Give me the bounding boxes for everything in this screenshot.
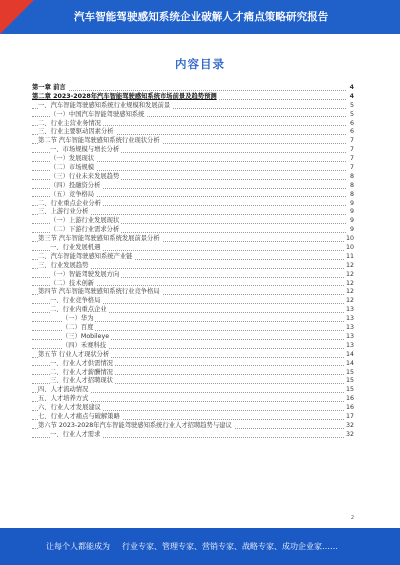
toc-entry-page: 12	[345, 297, 354, 305]
toc-entry-label: （四）投融资分析	[50, 181, 101, 189]
footer-slogan: 让每个人都能成为	[46, 542, 110, 551]
toc-entry-page: 10	[345, 244, 354, 252]
toc-entry[interactable]	[32, 146, 354, 155]
toc-entry-label: 一、汽车智能驾驶感知系统行业规模和发展前景	[38, 101, 171, 109]
toc-entry-page: 12	[345, 261, 354, 269]
toc-entry[interactable]	[32, 84, 354, 93]
toc-entry-label: 三、行业主要驱动因素分析	[38, 128, 114, 136]
toc-entry[interactable]	[32, 297, 354, 306]
toc-entry[interactable]	[32, 431, 354, 440]
toc-entry-page: 15	[345, 368, 354, 376]
toc-entry-label: 第二章 2023-2028年汽车智能驾驶感知系统市场前景及趋势预测	[32, 92, 217, 100]
toc-entry[interactable]	[32, 155, 354, 164]
toc-entry[interactable]	[32, 137, 354, 146]
toc-entry-label: （一）上游行业发展现状	[50, 217, 120, 225]
toc-entry[interactable]	[32, 226, 354, 235]
footer-roles: 行业专家、管理专家、营销专家、战略专家、成功企业家……	[122, 542, 338, 551]
toc-entry-label: 一、行业人才供需情况	[50, 359, 113, 367]
toc-entry-page: 13	[345, 306, 354, 314]
footer-bar	[0, 528, 400, 565]
toc-entry-label: 六、行业人才发展建议	[38, 404, 101, 412]
toc-entry-label: 二、行业人才薪酬情况	[50, 368, 113, 376]
toc-entry[interactable]	[32, 413, 354, 422]
toc-entry-page: 32	[345, 430, 354, 438]
toc-entry[interactable]	[32, 93, 354, 102]
toc-entry-label: 第三节 汽车智能驾驶感知系统发展前景分析	[38, 235, 160, 243]
toc-entry-page: 7	[349, 164, 354, 172]
toc-entry-page: 6	[349, 119, 354, 127]
toc-entry[interactable]	[32, 253, 354, 262]
toc-entry-label: （一）智能驾驶发展方向	[50, 270, 120, 278]
toc-entry[interactable]	[32, 262, 354, 271]
toc-entry-label: 一、行业发展机遇	[50, 244, 101, 252]
toc-entry-page: 12	[345, 270, 354, 278]
toc-entry[interactable]	[32, 386, 354, 395]
toc-entry[interactable]	[32, 377, 354, 386]
toc-entry-page: 7	[349, 137, 354, 145]
toc-entry-label: （二）百度	[62, 324, 94, 332]
toc-entry-page: 9	[349, 199, 354, 207]
toc-entry[interactable]	[32, 271, 354, 280]
toc-entry-label: 三、行业人才招聘现状	[50, 377, 113, 385]
toc-entry[interactable]	[32, 102, 354, 111]
toc-entry-label: 五、人才培养方式	[38, 395, 89, 403]
toc-entry-label: 二、行业主营业务情况	[38, 119, 101, 127]
toc-entry-page: 13	[345, 341, 354, 349]
toc-entry-label: 第六节 2023-2028年汽车智能驾驶感知系统行业人才招聘趋势与建议	[38, 421, 232, 429]
toc-entry-page: 12	[345, 279, 354, 287]
toc-entry[interactable]	[32, 342, 354, 351]
toc-entry[interactable]	[32, 324, 354, 333]
toc-entry-label: （二）下游行业需求分析	[50, 226, 120, 234]
toc-entry-label: （一）华为	[62, 315, 94, 323]
toc-entry-page: 9	[349, 226, 354, 234]
toc-entry[interactable]	[32, 182, 354, 191]
toc-entry[interactable]	[32, 360, 354, 369]
toc-entry-page: 8	[349, 190, 354, 198]
toc-entry-label: （二）市场规模	[50, 164, 95, 172]
toc-entry-label: 二、行业内重点企业	[50, 306, 107, 314]
toc-entry-label: 一、行业竞争格局	[50, 297, 101, 305]
toc-entry[interactable]	[32, 306, 354, 315]
toc-entry-label: （三）Mobileye	[62, 332, 110, 340]
toc-entry[interactable]	[32, 422, 354, 431]
toc-entry-page: 15	[345, 386, 354, 394]
toc-entry-page: 8	[349, 181, 354, 189]
toc-entry-label: 第二节 汽车智能驾驶感知系统行业现状分析	[38, 137, 160, 145]
toc-entry[interactable]	[32, 404, 354, 413]
toc-entry[interactable]	[32, 333, 354, 342]
toc-entry-page: 32	[345, 421, 354, 429]
toc-entry-page: 7	[349, 146, 354, 154]
toc-entry[interactable]	[32, 111, 354, 120]
toc-entry[interactable]	[32, 191, 354, 200]
toc-entry[interactable]	[32, 351, 354, 360]
page-number: 2	[350, 515, 354, 521]
toc-entry-page: 16	[345, 404, 354, 412]
report-header-bar	[0, 0, 400, 34]
toc-entry-label: （三）行业未来发展趋势	[50, 172, 120, 180]
toc-entry-label: 第五节 行业人才现状分析	[38, 350, 110, 358]
toc-entry-page: 8	[349, 172, 354, 180]
toc-entry-page: 10	[345, 235, 354, 243]
toc-entry-label: 一、市场规模与增长分析	[50, 146, 120, 154]
header-red-corner	[0, 0, 34, 34]
toc-entry-page: 5	[349, 101, 354, 109]
toc-entry-label: 第四节 汽车智能驾驶感知系统行业竞争格局	[38, 288, 160, 296]
toc-entry-page: 9	[349, 208, 354, 216]
report-title: 汽车智能驾驶感知系统企业破解人才痛点策略研究报告	[74, 11, 329, 23]
toc-entry-page: 5	[349, 110, 354, 118]
toc-entry-label: （四）禾赛科技	[62, 341, 107, 349]
toc-entry-page: 9	[349, 217, 354, 225]
toc-entry-page: 16	[345, 395, 354, 403]
table-of-contents	[32, 84, 354, 440]
toc-entry-page: 4	[349, 92, 354, 100]
toc-leader-dots	[32, 90, 346, 91]
toc-entry-page: 12	[345, 288, 354, 296]
toc-entry-label: （五）竞争格局	[50, 190, 95, 198]
toc-entry[interactable]	[32, 235, 354, 244]
toc-entry-label: 二、行业重点企业分析	[38, 199, 101, 207]
toc-entry-page: 4	[349, 84, 354, 91]
toc-entry-label: 第一章 前言	[32, 84, 66, 91]
toc-entry-page: 13	[345, 315, 354, 323]
toc-entry[interactable]	[32, 173, 354, 182]
toc-entry-page: 17	[345, 412, 354, 420]
toc-entry[interactable]	[32, 164, 354, 173]
toc-entry-label: 一、行业人才需求	[50, 430, 101, 438]
toc-entry[interactable]	[32, 315, 354, 324]
toc-entry-label: 三、上游行业分析	[38, 208, 89, 216]
toc-entry-label: （一）中国汽车智能驾驶感知系统	[50, 110, 145, 118]
toc-entry-page: 15	[345, 377, 354, 385]
toc-entry-label: 三、行业发展趋势	[38, 261, 89, 269]
toc-entry[interactable]	[32, 128, 354, 137]
toc-entry-page: 11	[345, 252, 354, 260]
toc-entry-page: 13	[345, 324, 354, 332]
toc-entry-label: 四、人才流动情况	[38, 386, 89, 394]
toc-entry-label: （二）技术创新	[50, 279, 95, 287]
toc-entry[interactable]	[32, 244, 354, 253]
toc-entry-page: 14	[345, 350, 354, 358]
toc-entry-page: 7	[349, 155, 354, 163]
toc-entry-page: 6	[349, 128, 354, 136]
toc-entry[interactable]	[32, 395, 354, 404]
toc-heading: 内容目录	[175, 57, 225, 71]
toc-entry-label: （一）发展现状	[50, 155, 95, 163]
toc-entry[interactable]	[32, 217, 354, 226]
toc-entry-label: 二、汽车智能驾驶感知系统产业链	[38, 252, 133, 260]
toc-entry-page: 14	[345, 359, 354, 367]
toc-entry-page: 13	[345, 332, 354, 340]
toc-entry-label: 七、行业人才痛点与破解策略	[38, 412, 120, 420]
